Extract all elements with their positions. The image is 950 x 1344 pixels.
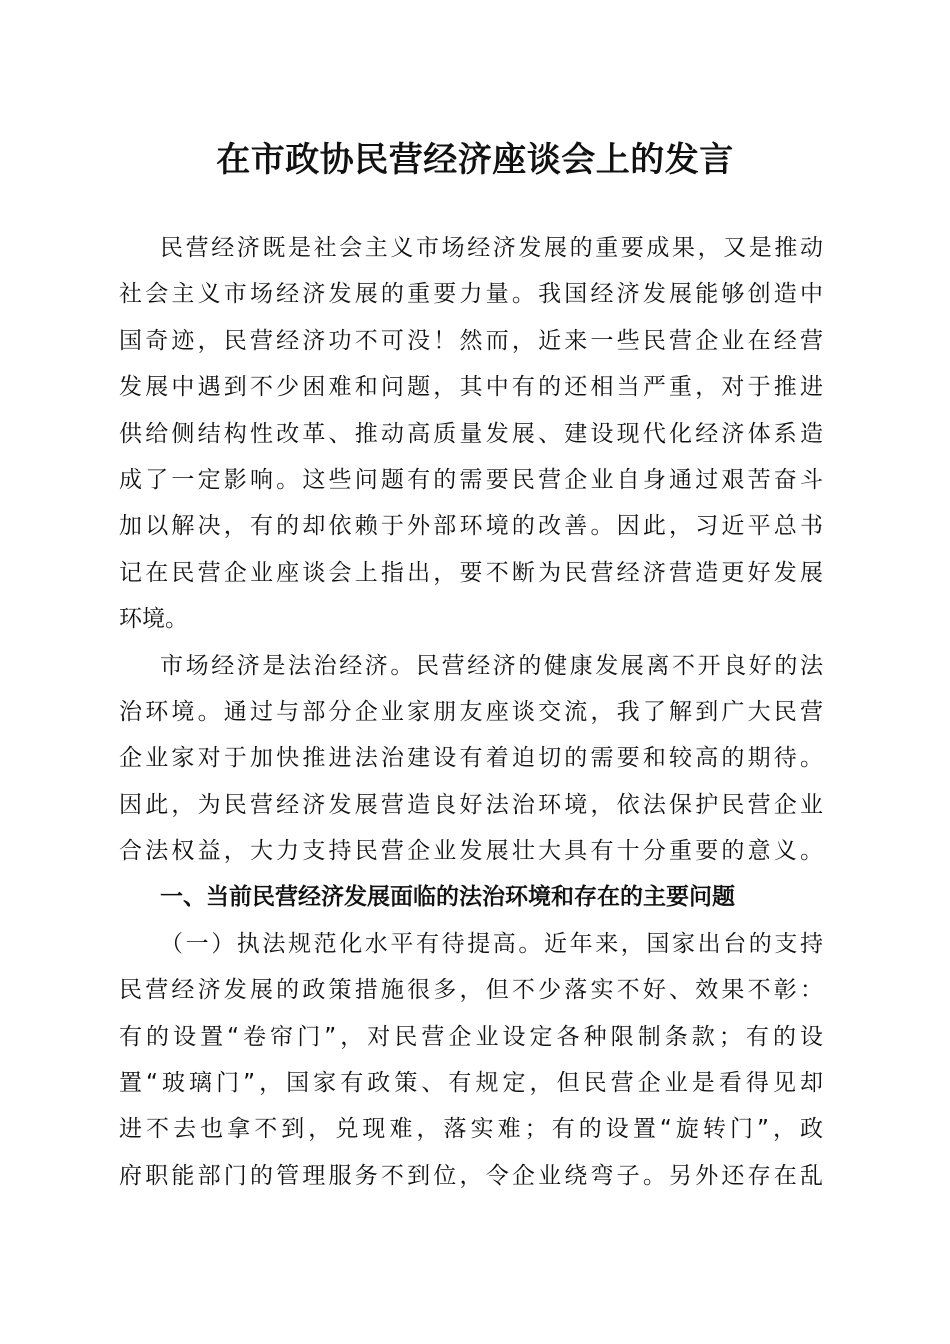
paragraph-line: （一）执法规范化水平有待提高。近年来，国家出台的支持 xyxy=(160,930,823,957)
paragraph-line: 进不去也拿不到，兑现难，落实难；有的设置“旋转门”，政 xyxy=(119,1116,823,1143)
paragraph-line: 有的设置“卷帘门”，对民营企业设定各种限制条款；有的设 xyxy=(119,1023,823,1050)
section-heading: 一、当前民营经济发展面临的法治环境和存在的主要问题 xyxy=(160,884,735,911)
paragraph-line: 治环境。通过与部分企业家朋友座谈交流，我了解到广大民营 xyxy=(119,698,823,725)
paragraph-line: 社会主义市场经济发展的重要力量。我国经济发展能够创造中 xyxy=(119,281,823,308)
paragraph-line: 记在民营企业座谈会上指出，要不断为民营经济营造更好发展 xyxy=(119,559,823,586)
paragraph-line: 成了一定影响。这些问题有的需要民营企业自身通过艰苦奋斗 xyxy=(119,466,823,493)
paragraph-line: 市场经济是法治经济。民营经济的健康发展离不开良好的法 xyxy=(160,652,823,679)
paragraph-line: 合法权益，大力支持民营企业发展壮大具有十分重要的意义。 xyxy=(119,838,823,865)
paragraph-line: 环境。 xyxy=(119,606,188,633)
paragraph-line: 国奇迹，民营经济功不可没！然而，近来一些民营企业在经营 xyxy=(119,327,823,354)
document-title: 在市政协民营经济座谈会上的发言 xyxy=(216,140,734,180)
paragraph-line: 因此，为民营经济发展营造良好法治环境，依法保护民营企业 xyxy=(119,791,823,818)
paragraph-line: 民营经济发展的政策措施很多，但不少落实不好、效果不彰： xyxy=(119,977,823,1004)
paragraph-line: 民营经济既是社会主义市场经济发展的重要成果，又是推动 xyxy=(160,235,823,261)
paragraph-line: 置“玻璃门”，国家有政策、有规定，但民营企业是看得见却 xyxy=(119,1070,823,1097)
paragraph-line: 供给侧结构性改革、推动高质量发展、建设现代化经济体系造 xyxy=(119,420,823,447)
paragraph-line: 发展中遇到不少困难和问题，其中有的还相当严重，对于推进 xyxy=(119,374,823,401)
paragraph-line: 加以解决，有的却依赖于外部环境的改善。因此，习近平总书 xyxy=(119,513,823,540)
document-body xyxy=(119,225,823,1199)
paragraph-line: 府职能部门的管理服务不到位，令企业绕弯子。另外还存在乱 xyxy=(119,1162,823,1189)
paragraph-line: 企业家对于加快推进法治建设有着迫切的需要和较高的期待。 xyxy=(119,745,823,772)
